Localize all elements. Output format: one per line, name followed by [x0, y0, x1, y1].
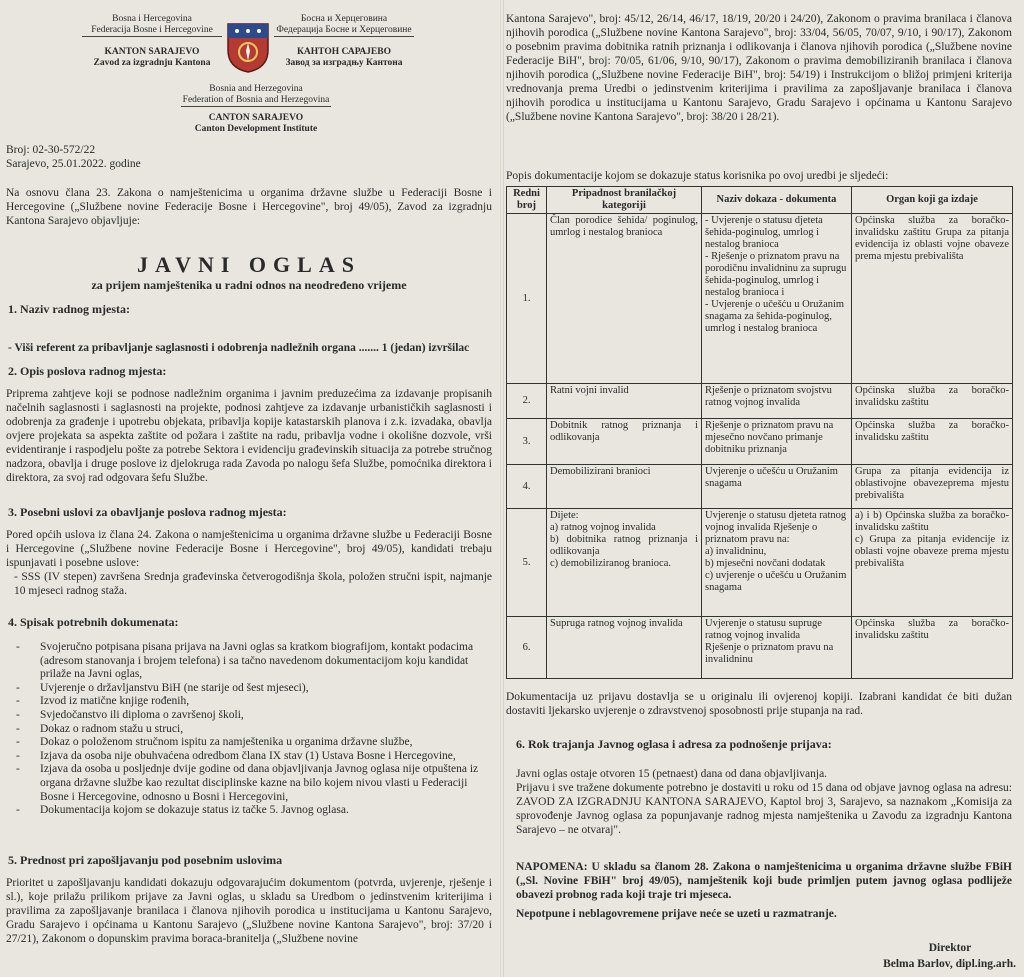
table-row [507, 214, 1013, 384]
row-category: Dijete: a) ratnog vojnog invalida b) dobitnika ratnog priznanja i odlikovanja c) demobiliziranog branioca. [547, 509, 702, 617]
header-right [274, 14, 414, 69]
document-date: Sarajevo, 25.01.2022. godine [6, 158, 141, 170]
section-3-text: Pored općih uslova iz člana 24. Zakona o namještenicima u organima državne službe u Federaciji Bosne i Hercegovine („Službene novine Federacije Bosne i Hercegovine", broj 49/05), kandidati trebaju ispunjavati i posebne uslove: [6, 529, 492, 569]
header-right-line: Босна и Херцеговина [300, 14, 388, 24]
row-issuer: Grupa za pitanja evidencija iz oblastivojne obavezeprema mjestu prebivališta [852, 465, 1013, 509]
section-4-title: 4. Spisak potrebnih dokumenata: [8, 615, 179, 629]
row-number: 3. [507, 419, 547, 465]
header-left [82, 14, 222, 69]
after-table-note: Dokumentacija uz prijavu dostavlja se u originalu ili ovjerenoj kopiji. Izabrani kandidat će biti dužan dostaviti ljekarsko uvjerenje o zdravstvenoj sposobnosti prije stupanja na rad. [506, 691, 1012, 717]
right-column [506, 12, 1018, 972]
document-list-item: - Svjedočanstvo ili diploma o završenoj školi, [6, 709, 492, 723]
section-2-text: Priprema zahtjeve koji se podnose nadležnim organima i javnim preduzećima za izdavanje propisanih načelnih saglasnosti i saglasnosti na projekte, podnosi zahtjeve za izdavanje urbanističkih saglasnosti i odobrenja za građenje i upotrebu objekata, pribavlja kopije katastarskih planova i z.k. izvadaka, obavlja ovjere projekata sa aspekta zaštite od požara i zaštite na radu, pribavlja vodne i okolišne dozvole, vrši evidentiranje i raspodjelu pošte za potrebe Sektora i evidenciju građevinskih situacija za potrebe stručnog nadzora, obavlja i druge poslove iz djelokruga rada Zavoda po nalogu šefa Službe, pomoćnika direktora i direktora, za svoj rad odgovara šefu Službe. [6, 388, 492, 484]
section-3-title: 3. Posebni uslovi za obavljanje poslova radnog mjesta: [8, 505, 287, 519]
table-row [507, 465, 1013, 509]
document-list-item: - Izjava da osoba nije obuhvaćena odredbom člana IX stav (1) Ustava Bosne i Hercegovine, [6, 750, 492, 764]
signature-title: Direktor [928, 942, 972, 954]
row-number: 6. [507, 617, 547, 679]
row-category: Dobitnik ratnog priznanja i odlikovanja [547, 419, 702, 465]
table-row [507, 617, 1013, 679]
document-list [6, 641, 492, 818]
header-right-org: КАНТОН САРАЈЕВО [296, 47, 391, 57]
header-left-org: Zavod za izgradnju Kantona [93, 58, 211, 68]
row-document: Rješenje o priznatom svojstvu ratnog vojnog invalida [702, 384, 852, 419]
header-en-line: Federation of Bosnia and Herzegovina [182, 95, 330, 105]
row-issuer: Općinska služba za boračko-invalidsku zaštitu [852, 384, 1013, 419]
announcement-title: JAVNI OGLAS [137, 252, 361, 277]
document-list-item: - Uvjerenje o državljanstvu BiH (ne starije od šest mjeseci), [6, 682, 492, 696]
row-document: Uvjerenje o statusu supruge ratnog vojnog invalida Rješenje o priznatom pravu na invalidninu [702, 617, 852, 679]
section-6-text-1: Javni oglas ostaje otvoren 15 (petnaest) dana od dana objavljivanja. [516, 768, 828, 780]
incomplete-note: Nepotpune i neblagovremene prijave neće se uzeti u razmatranje. [516, 908, 837, 920]
row-document: Uvjerenje o učešću u Oružanim snagama [702, 465, 852, 509]
row-number: 2. [507, 384, 547, 419]
row-document: Uvjerenje o statusu djeteta ratnog vojnog invalida Rješenje o priznatom pravu na: a) invalidninu, b) mjesečni novčani dodatak c) uvjerenje o učešću u Oružanim snagama [702, 509, 852, 617]
document-list-item: - Svojeručno potpisana pisana prijava na Javni oglas sa kratkom biografijom, kontakt podacima (adresom stanovanja i brojem telefona) i sa tačno navedenom dokumentacijom koju kandidat prilaže na Javni oglas, [6, 641, 492, 682]
table-body [507, 214, 1013, 679]
section-6-title: 6. Rok trajanja Javnog oglasa i adresa za podnošenje prijava: [516, 737, 832, 751]
section-1-item: - Viši referent za pribavljanje saglasnosti i odobrenja nadležnih organa ....... 1 (jedan) izvršilac [8, 342, 470, 354]
row-category: Ratni vojni invalid [547, 384, 702, 419]
header-en-org: Canton Development Institute [194, 124, 318, 134]
coat-of-arms-icon [225, 22, 271, 74]
row-document: Rješenje o priznatom pravu na mjesečno novčano primanje dobitniku priznanja [702, 419, 852, 465]
table-header: Organ koji ga izdaje [852, 187, 1013, 214]
section-6-text-2: Prijavu i sve tražene dokumente potrebno je dostaviti u roku od 15 dana od objave javnog oglasa na adresu: ZAVOD ZA IZGRADNJU KANTONA SARAJEVO, Kaptol broj 3, Sarajevo, sa naznakom „Komisija za sprovođenje Javnog oglasa za popunjavanje radnog mjesta namještenika u Zavodu za izgradnju Kantona Sarajevo – ne otvaraj". [516, 782, 1012, 836]
row-issuer: Općinska služba za boračko-invalidsku zaštitu Grupa za pitanja evidencija iz oblasti vojne obaveze prema mjestu prebivališta [852, 214, 1013, 384]
document-list-item: - Dokumentacija kojom se dokazuje status iz tačke 5. Javnog oglasa. [6, 804, 492, 818]
signature-name: Belma Barlov, dipl.ing.arh. [883, 958, 1016, 970]
page-fold [500, 0, 504, 977]
table-header: Naziv dokaza - dokumenta [702, 187, 852, 214]
section-5-title: 5. Prednost pri zapošljavanju pod posebnim uslovima [8, 853, 283, 867]
section-2-title: 2. Opis poslova radnog mjesta: [8, 364, 167, 378]
header-left-line: Bosna i Hercegovina [112, 14, 192, 24]
row-number: 4. [507, 465, 547, 509]
napomena: NAPOMENA: U skladu sa članom 28. Zakona o namještenicima u organima državne službe FBiH („Sl. Novine FBiH" broj 49/05), namještenik koji bude primljen putem javnog oglasa podliježe obavezi probnog rada koji traje tri mjeseca. [516, 861, 1012, 901]
table-row [507, 384, 1013, 419]
table-header: Pripadnost branilačkoj kategoriji [547, 187, 702, 214]
header-en-line: Bosnia and Herzegovina [209, 84, 303, 94]
row-issuer: Općinska služba za boračko-invalidsku zaštitu [852, 617, 1013, 679]
document-list-item: - Izvod iz matične knjige rođenih, [6, 695, 492, 709]
table-row [507, 419, 1013, 465]
table-header-row [507, 187, 1013, 214]
header-en-org: CANTON SARAJEVO [208, 113, 304, 123]
header-left-org: KANTON SARAJEVO [104, 47, 200, 57]
section-5-continued: Kantona Sarajevo", broj: 45/12, 26/14, 46/17, 18/19, 20/20 i 24/20), Zakonom o pravima branilaca i članova njihovih porodica („Službene novine Kantona Sarajevo", broj: 33/04, 56/05, 70/07, 9/10, i 90/17), Zakonom o posebnim pravima dobitnika ratnih priznanja i odlikovanja i članova njihovih porodica („Službene novine Federacije BiH", broj: 70/05, 61/06, 9/10, 90/17), Zakonom o pravima demobiliziranih branilaca i članova njihovih porodica („Službene novine Federacije BiH", broj: 54/19) i Instrukcijom o bližoj primjeni kriterija vrednovanja prema Uredbi o jedinstvenim kriterijima i pravilima za zapošljavanje branilaca i članova njihovih porodica u institucijama u Kantonu Sarajevo, Gradu Sarajevo i općinama u Kantonu Sarajevo („Službene novine Kantona Sarajevo", broj: 38/20 i 28/21). [506, 13, 1012, 123]
document-list-item: - Izjava da osoba u posljednje dvije godine od dana objavljivanja Javnog oglasa nije otpuštena iz organa državne službe kao rezultat disciplinske kazne na bilo kojem nivou vlasti u Federaciji Bosne i Hercegovine, odnosno u Bosni i Hercegovini, [6, 763, 492, 804]
header-english [181, 84, 331, 135]
header-right-org: Завод за изградњу Кантона [285, 58, 403, 68]
section-1-title: 1. Naziv radnog mjesta: [8, 302, 130, 316]
table-intro: Popis dokumentacije kojom se dokazuje status korisnika po ovoj uredbi je sljedeći: [506, 170, 889, 182]
row-number: 1. [507, 214, 547, 384]
intro-paragraph: Na osnovu člana 23. Zakona o namještenicima u organima državne službe u Federaciji Bosne i Hercegovine („Službene novine Federacije Bosne i Hercegovine", broj 49/05), Zavod za izgradnju Kantona Sarajevo objavljuje: [6, 187, 492, 227]
document-number: Broj: 02-30-572/22 [6, 144, 96, 156]
document-list-item: - Dokaz o radnom stažu u struci, [6, 723, 492, 737]
table-row [507, 509, 1013, 617]
row-document: - Uvjerenje o statusu djeteta šehida-poginulog, umrlog i nestalog branioca - Rješenje o priznatom pravu na porodičnu invalidninu za suprugu šehida-poginulog, umrlog i nestalog branioca i - Uvjerenje o učešću u Oružanim snagama za šehida-poginulog, umrlog i nestalog branioca [702, 214, 852, 384]
header-right-line: Федерација Босне и Херцеговине [274, 25, 414, 37]
row-issuer: a) i b) Općinska služba za boračko-invalidsku zaštitu c) Grupa za pitanja evidencije iz oblasti vojne obaveze prema mjestu prebivališta [852, 509, 1013, 617]
documents-table [506, 186, 1013, 679]
header-left-line: Federacija Bosne i Hercegovine [82, 25, 222, 37]
announcement-subtitle: za prijem namještenika u radni odnos na neodređeno vrijeme [91, 278, 407, 292]
row-category: Demobilizirani branioci [547, 465, 702, 509]
section-3-item: - SSS (IV stepen) završena Srednja građevinska četverogodišnja škola, položen stručni ispit, najmanje 10 mjeseci radnog staža. [14, 571, 492, 597]
row-issuer: Općinska služba za boračko-invalidsku zaštitu [852, 419, 1013, 465]
row-category: Član porodice šehida/ poginulog, umrlog i nestalog branioca [547, 214, 702, 384]
row-category: Supruga ratnog vojnog invalida [547, 617, 702, 679]
document-list-item: - Dokaz o položenom stručnom ispitu za namještenika u organima državne službe, [6, 736, 492, 750]
left-column [6, 8, 496, 973]
row-number: 5. [507, 509, 547, 617]
section-5-text: Prioritet u zapošljavanju kandidati dokazuju odgovarajućim dokumentom (potvrda, uvjerenje, rješenje i sl.), koje prilažu prilikom prijave za Javni oglas, u skladu sa Uredbom o jedinstvenim kriterijima i pravilima za zapošljavanje branilaca i članova njihovih porodica u institucijama u Kantonu Sarajevo, Gradu Sarajevo i općinama u Kantonu Sarajevo („Službene novine Kantona Sarajevo", broj: 37/20 i 27/21), Zakonom o dopunskim pravima boraca-branitelja („Službene novine [6, 877, 492, 945]
table-header: Redni broj [507, 187, 547, 214]
